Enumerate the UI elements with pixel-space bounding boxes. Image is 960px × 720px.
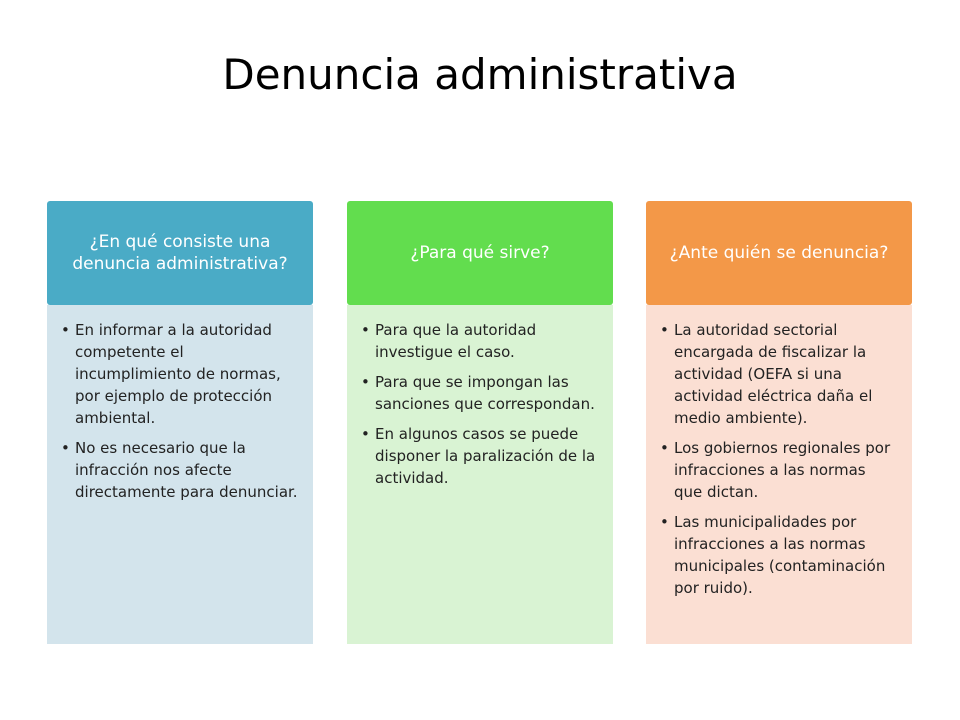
bullet-item: • En algunos casos se puede disponer la paralización de la actividad. bbox=[375, 423, 599, 489]
bullet-list bbox=[674, 319, 898, 599]
bullet-item: • La autoridad sectorial encargada de fiscalizar la actividad (OEFA si una actividad eléctrica daña el medio ambiente). bbox=[674, 319, 898, 429]
column-body bbox=[347, 305, 613, 644]
column-body bbox=[47, 305, 313, 644]
column-body bbox=[646, 305, 912, 644]
bullet-item: • En informar a la autoridad competente el incumplimiento de normas, por ejemplo de protección ambiental. bbox=[75, 319, 299, 429]
column-header: ¿Para qué sirve? bbox=[347, 201, 613, 305]
column-header: ¿Ante quién se denuncia? bbox=[646, 201, 912, 305]
column-header: ¿En qué consiste una denuncia administrativa? bbox=[47, 201, 313, 305]
bullet-item: • Los gobiernos regionales por infracciones a las normas que dictan. bbox=[674, 437, 898, 503]
bullet-list bbox=[75, 319, 299, 503]
bullet-list bbox=[375, 319, 599, 489]
bullet-item: • Para que se impongan las sanciones que correspondan. bbox=[375, 371, 599, 415]
slide-title: Denuncia administrativa bbox=[222, 50, 738, 99]
bullet-item: • No es necesario que la infracción nos afecte directamente para denunciar. bbox=[75, 437, 299, 503]
bullet-item: • Para que la autoridad investigue el caso. bbox=[375, 319, 599, 363]
bullet-item: • Las municipalidades por infracciones a las normas municipales (contaminación por ruido). bbox=[674, 511, 898, 599]
